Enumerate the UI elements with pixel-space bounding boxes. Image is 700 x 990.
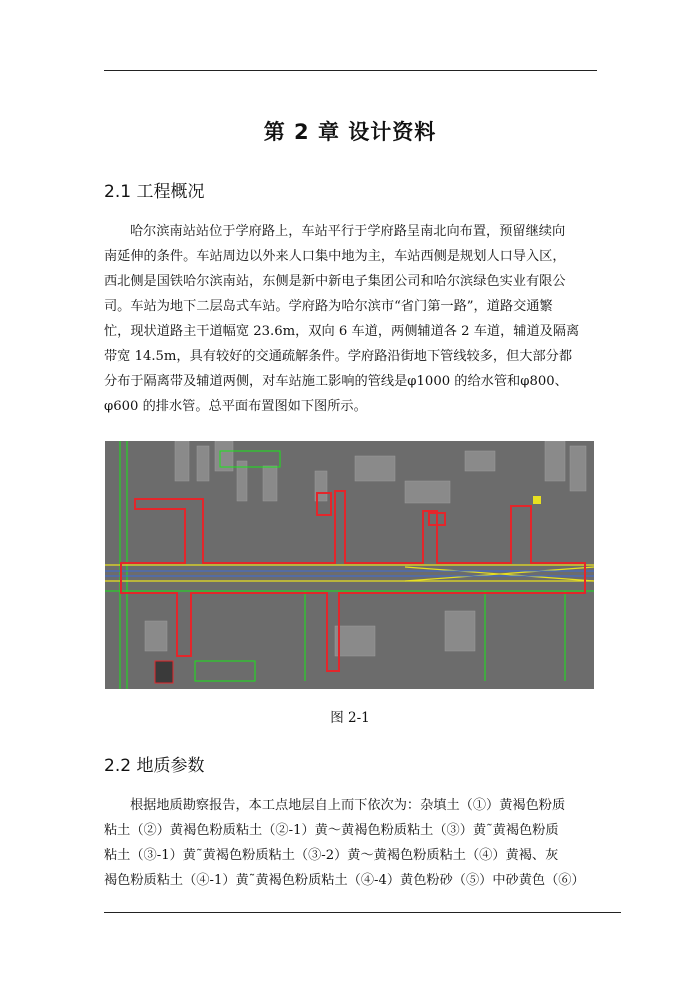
paragraph-line: 司。车站为地下二层岛式车站。学府路为哈尔滨市“省门第一路”，道路交通繁 bbox=[104, 299, 553, 314]
figure-caption: 图 2-1 bbox=[330, 710, 370, 726]
paragraph-line: 南延伸的条件。车站周边以外来人口集中地为主，车站西侧是规划人口导入区， bbox=[104, 249, 566, 264]
road-lines bbox=[105, 565, 594, 581]
paragraph-line: 分布于隔离带及辅道两侧，对车站施工影响的管线是φ1000 的给水管和φ800、 bbox=[104, 374, 568, 389]
header-rule bbox=[104, 70, 597, 71]
footer-rule bbox=[104, 912, 621, 913]
paragraph-line: 根据地质勘察报告，本工点地层自上而下依次为：杂填土（①）黄褐色粉质 bbox=[130, 798, 566, 813]
section-heading-2-2: 2.2 地质参数 bbox=[104, 756, 205, 776]
entrance-marker bbox=[533, 496, 541, 504]
paragraph-line: 哈尔滨南站站位于学府路上，车站平行于学府路呈南北向布置，预留继续向 bbox=[130, 224, 566, 239]
paragraph-line: 粘土（②）黄褐色粉质粘土（②-1）黄～黄褐色粉质粘土（③）黄˜黄褐色粉质 bbox=[104, 823, 559, 838]
building-blocks bbox=[145, 441, 586, 656]
pit-block bbox=[155, 661, 173, 683]
section-heading-2-1: 2.1 工程概况 bbox=[104, 182, 205, 202]
paragraph-line: 粘土（③-1）黄˜黄褐色粉质粘土（③-2）黄～黄褐色粉质粘土（④）黄褐、灰 bbox=[104, 848, 559, 863]
site-plan-drawing bbox=[105, 441, 594, 689]
section-2-1-paragraph bbox=[104, 219, 598, 419]
site-plan-figure bbox=[105, 441, 594, 689]
paragraph-line: 忙，现状道路主干道幅宽 23.6m，双向 6 车道，两侧辅道各 2 车道，辅道及隔离 bbox=[104, 324, 580, 339]
section-2-2-paragraph bbox=[104, 793, 598, 893]
paragraph-line: 带宽 14.5m，具有较好的交通疏解条件。学府路沿街地下管线较多，但大部分都 bbox=[104, 349, 573, 364]
paragraph-line: 褐色粉质粘土（④-1）黄˜黄褐色粉质粘土（④-4）黄色粉砂（⑤）中砂黄色（⑥） bbox=[104, 873, 585, 888]
paragraph-line: 西北侧是国铁哈尔滨南站，东侧是新中新电子集团公司和哈尔滨绿色实业有限公 bbox=[104, 274, 566, 289]
chapter-title: 第 2 章 设计资料 bbox=[263, 120, 437, 144]
paragraph-line: φ600 的排水管。总平面布置图如下图所示。 bbox=[104, 399, 367, 414]
